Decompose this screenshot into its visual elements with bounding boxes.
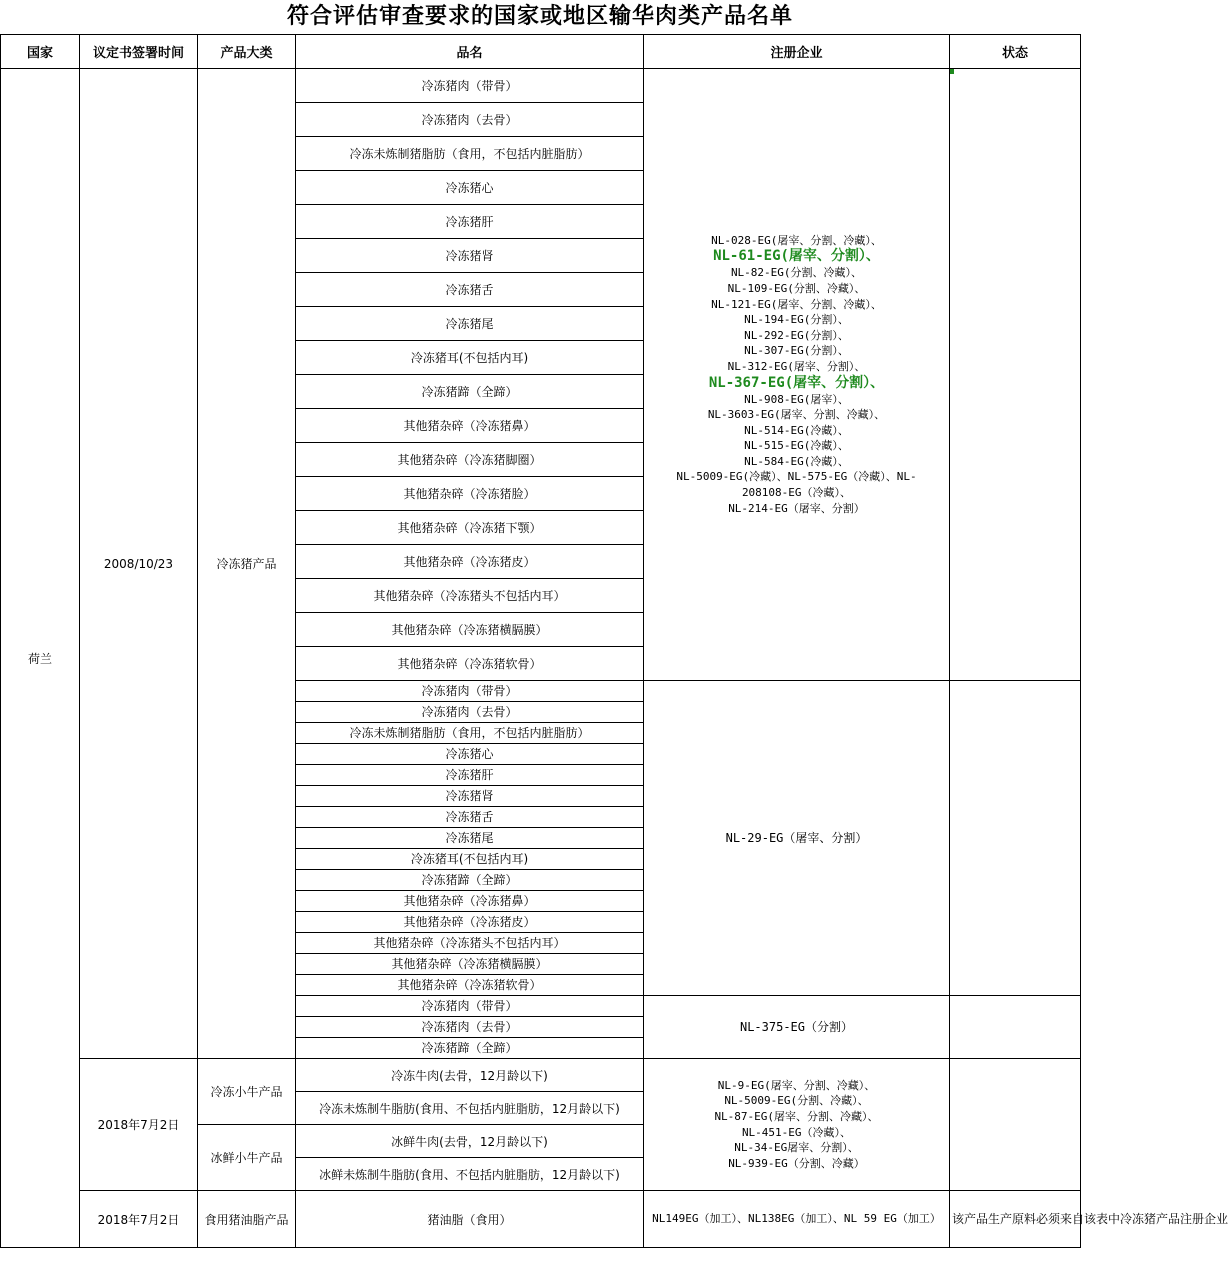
enterprise-cell	[644, 69, 950, 681]
sign-date-cell: 2018年7月2日	[80, 1059, 198, 1191]
enterprise-entry: NL-451-EG（冷藏）、	[741, 1125, 852, 1139]
header-status: 状态	[950, 35, 1081, 69]
product-name-cell: 冷冻未炼制猪脂肪（食用，不包括内脏脂肪）	[296, 723, 644, 744]
enterprise-entry: NL-87-EG(屠宰、分割、冷藏）、	[714, 1109, 879, 1123]
product-name-cell: 冷冻猪肉（带骨）	[296, 681, 644, 702]
product-name-cell: 其他猪杂碎（冷冻猪皮）	[296, 912, 644, 933]
product-name-cell: 冰鲜牛肉(去骨，12月龄以下)	[296, 1125, 644, 1158]
header-sign-date: 议定书签署时间	[80, 35, 198, 69]
product-name-cell: 冷冻猪尾	[296, 307, 644, 341]
product-name-cell: 其他猪杂碎（冷冻猪皮）	[296, 545, 644, 579]
product-name-cell: 冷冻猪心	[296, 171, 644, 205]
status-cell	[950, 681, 1081, 996]
enterprise-entry: NL-584-EG(冷藏）、	[744, 454, 849, 468]
product-name-cell: 冷冻猪舌	[296, 273, 644, 307]
enterprise-cell: NL-29-EG（屠宰、分割）	[644, 681, 950, 996]
product-name-cell: 其他猪杂碎（冷冻猪脚圈）	[296, 443, 644, 477]
status-cell: 该产品生产原料必须来自该表中冷冻猪产品注册企业	[950, 1191, 1081, 1248]
enterprise-entry: NL-292-EG(分割）、	[744, 328, 849, 342]
enterprise-entry: NL-514-EG(冷藏）、	[744, 423, 849, 437]
header-product-name: 品名	[296, 35, 644, 69]
product-name-cell: 冷冻猪肉（去骨）	[296, 103, 644, 137]
sign-date-cell: 2008/10/23	[80, 69, 198, 1059]
product-name-cell: 冷冻猪蹄（全蹄）	[296, 870, 644, 891]
product-name-cell: 冷冻猪蹄（全蹄）	[296, 375, 644, 409]
enterprise-entry: NL-34-EG屠宰、分割）、	[734, 1141, 859, 1155]
enterprise-entry: NL-939-EG（分割、冷藏）	[728, 1156, 865, 1170]
enterprise-entry: NL-908-EG(屠宰）、	[744, 392, 849, 406]
category-cell: 冷冻猪产品	[198, 69, 296, 1059]
enterprise-entry: 208108-EG（冷藏）、	[741, 486, 852, 500]
enterprise-entry: NL-367-EG(屠宰、分割）、	[708, 374, 885, 391]
product-name-cell: 冷冻猪肉（带骨）	[296, 69, 644, 103]
product-name-cell: 冷冻猪肝	[296, 765, 644, 786]
product-name-cell: 其他猪杂碎（冷冻猪鼻）	[296, 891, 644, 912]
category-cell: 食用猪油脂产品	[198, 1191, 296, 1248]
product-name-cell: 冷冻猪肾	[296, 786, 644, 807]
category-cell: 冷冻小牛产品	[198, 1059, 296, 1125]
enterprise-cell	[644, 1059, 950, 1191]
status-cell	[950, 1059, 1081, 1191]
product-name-cell: 其他猪杂碎（冷冻猪软骨）	[296, 975, 644, 996]
product-name-cell: 其他猪杂碎（冷冻猪鼻）	[296, 409, 644, 443]
product-name-cell: 冷冻牛肉(去骨，12月龄以下)	[296, 1059, 644, 1092]
product-name-cell: 其他猪杂碎（冷冻猪横膈膜）	[296, 954, 644, 975]
enterprise-entry: NL-194-EG(分割）、	[744, 313, 849, 327]
status-cell	[950, 69, 1081, 681]
enterprise-entry: NL-3603-EG(屠宰、分割、冷藏）、	[707, 408, 886, 422]
header-category: 产品大类	[198, 35, 296, 69]
enterprise-entry: NL-307-EG(分割）、	[744, 344, 849, 358]
enterprise-entry: NL-109-EG(分割、冷藏）、	[727, 281, 866, 295]
enterprise-entry: NL-312-EG(屠宰、分割）、	[727, 359, 866, 373]
product-name-cell: 冷冻猪肾	[296, 239, 644, 273]
enterprise-entry: NL-61-EG(屠宰、分割）、	[713, 248, 880, 265]
product-name-cell: 冷冻猪耳(不包括内耳)	[296, 341, 644, 375]
enterprise-entry: NL-515-EG(冷藏）、	[744, 439, 849, 453]
product-name-cell: 冷冻猪肉（去骨）	[296, 702, 644, 723]
product-name-cell: 其他猪杂碎（冷冻猪下颚）	[296, 511, 644, 545]
country-cell: 荷兰	[1, 69, 80, 1248]
product-name-cell: 冷冻猪蹄（全蹄）	[296, 1038, 644, 1059]
product-name-cell: 冰鲜未炼制牛脂肪(食用、不包括内脏脂肪，12月龄以下)	[296, 1158, 644, 1191]
enterprise-entry: NL-5009-EG(分割、冷藏）、	[724, 1094, 869, 1108]
enterprise-entry: NL-028-EG(屠宰、分割、冷藏）、	[711, 233, 882, 247]
page-title: 符合评估审查要求的国家或地区输华肉类产品名单	[286, 4, 793, 29]
header-enterprise: 注册企业	[644, 35, 950, 69]
category-cell: 冰鲜小牛产品	[198, 1125, 296, 1191]
enterprise-cell	[644, 1191, 950, 1248]
product-name-cell: 冷冻猪心	[296, 744, 644, 765]
enterprise-entry: NL-121-EG(屠宰、分割、冷藏）、	[711, 297, 882, 311]
product-name-cell: 其他猪杂碎（冷冻猪头不包括内耳）	[296, 579, 644, 613]
product-name-cell: 冷冻猪肉（带骨）	[296, 996, 644, 1017]
product-name-cell: 冷冻猪肝	[296, 205, 644, 239]
header-country: 国家	[1, 35, 80, 69]
product-name-cell: 冷冻未炼制猪脂肪（食用，不包括内脏脂肪）	[296, 137, 644, 171]
product-name-cell: 冷冻猪舌	[296, 807, 644, 828]
product-name-cell: 冷冻未炼制牛脂肪(食用、不包括内脏脂肪，12月龄以下)	[296, 1092, 644, 1125]
product-name-cell: 其他猪杂碎（冷冻猪横膈膜）	[296, 613, 644, 647]
enterprise-entry: NL-214-EG（屠宰、分割）	[728, 501, 865, 515]
product-name-cell: 冷冻猪尾	[296, 828, 644, 849]
product-name-cell: 其他猪杂碎（冷冻猪软骨）	[296, 647, 644, 681]
product-name-cell: 冷冻猪耳(不包括内耳)	[296, 849, 644, 870]
enterprise-entry: NL-82-EG(分割、冷藏）、	[730, 266, 863, 280]
product-name-cell: 其他猪杂碎（冷冻猪头不包括内耳）	[296, 933, 644, 954]
enterprise-cell: NL-375-EG（分割）	[644, 996, 950, 1059]
enterprise-entry: NL-5009-EG(冷藏）、NL-575-EG（冷藏）、NL-	[676, 470, 917, 484]
enterprise-entry: NL149EG（加工）、NL138EG（加工）、NL 59 EG（加工）	[652, 1212, 941, 1226]
sign-date-cell: 2018年7月2日	[80, 1191, 198, 1248]
product-name-cell: 冷冻猪肉（去骨）	[296, 1017, 644, 1038]
product-list-table	[0, 34, 1228, 1248]
product-name-cell: 猪油脂（食用）	[296, 1191, 644, 1248]
enterprise-entry: NL-9-EG(屠宰、分割、冷藏）、	[717, 1078, 876, 1092]
status-cell	[950, 996, 1081, 1059]
product-name-cell: 其他猪杂碎（冷冻猪脸）	[296, 477, 644, 511]
